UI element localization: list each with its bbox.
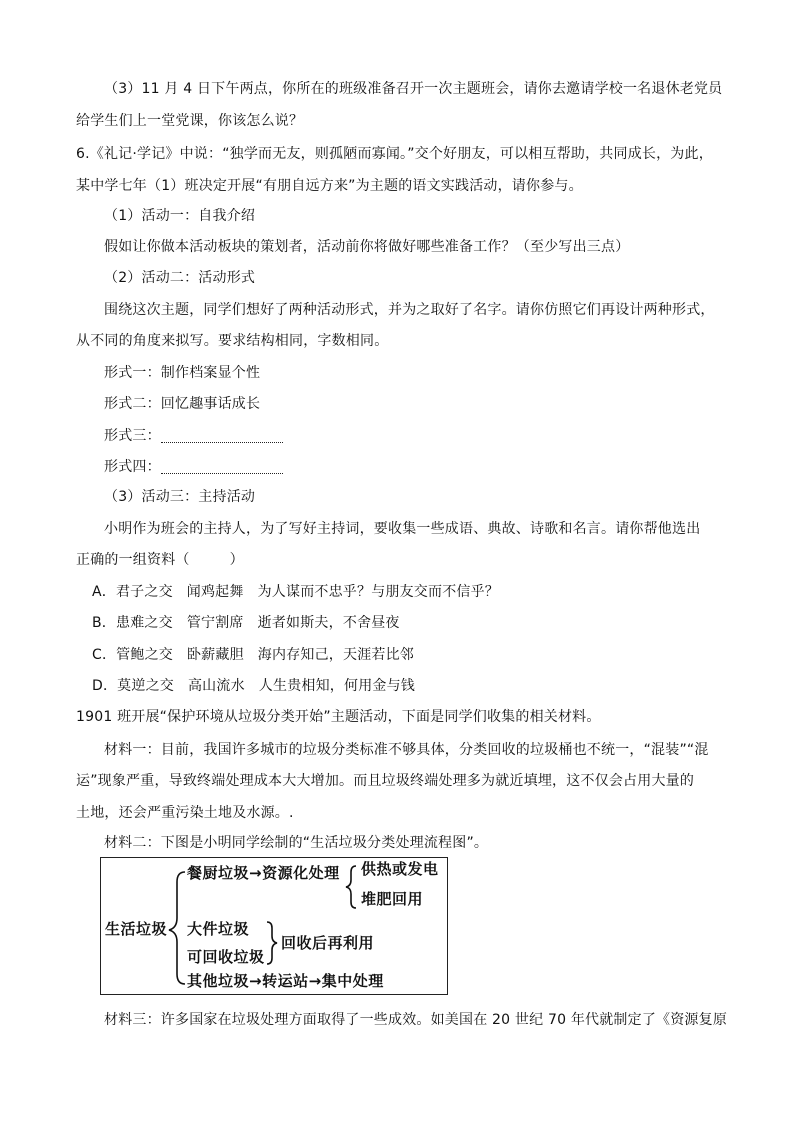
class-1901-intro: 1901 班开展“保护环境从垃圾分类开始”主题活动，下面是同学们收集的相关材料。 [76,709,601,725]
option-d-label: D．莫逆之交 [92,678,174,694]
flow-other-waste [187,972,384,990]
form-3-label: 形式三： [104,428,161,444]
option-b-item-2: 管宁割席 [186,615,244,631]
option-c-item-3: 海内存知己，天涯若比邻 [257,647,414,663]
option-d-item-2: 高山流水 [187,678,245,694]
form-3-blank[interactable] [161,426,283,443]
question-3-line-2: 给学生们上一堂党课，你该怎么说？ [76,113,304,129]
form-1: 形式一：制作档案显个性 [104,365,261,381]
flow-recyclable-waste: 可回收垃圾 [187,948,265,966]
form-4-blank[interactable] [161,457,283,474]
activity-3-question-line-2 [76,550,244,570]
option-d [92,676,415,696]
form-2: 形式二：回忆趣事话成长 [104,396,261,412]
flow-bulky-waste: 大件垃圾 [187,920,250,938]
flow-central-label: 集中处理 [321,972,384,990]
form-3 [104,426,283,446]
material-2-line: 材料二：下图是小明同学绘制的“生活垃圾分类处理流程图”。 [104,835,489,851]
flow-arrow-icon: → [249,864,263,882]
flow-compost: 堆肥回用 [361,890,424,908]
option-a [92,582,499,602]
garbage-flowchart [100,857,448,995]
option-a-item-2: 闻鸡起舞 [186,584,244,600]
option-b-label: B．患难之交 [92,615,173,631]
flow-resource-label: 资源化处理 [262,864,340,882]
form-4-label: 形式四： [104,459,161,475]
activity-2-question-line-2: 从不同的角度来拟写。要求结构相同，字数相同。 [76,333,389,349]
answer-paren-close: ） [229,552,244,568]
material-1-line-3: 土地，还会严重污染土地及水源。. [76,805,294,821]
option-c-label: C．管鲍之交 [92,647,173,663]
activity-2-question-line-1: 围绕这次主题，同学们想好了两种活动形式，并为之取好了名字。请你仿照它们再设计两种形式， [104,302,715,318]
activity-3-question-line-1: 小明作为班会的主持人，为了写好主持词，要收集一些成语、典故、诗歌和名言。请你帮他选出 [104,521,701,537]
activity-2-title: （2）活动二：活动形式 [104,270,256,286]
flow-arrow-icon: → [308,972,322,990]
flow-arrow-icon: → [249,972,263,990]
flow-other-label: 其他垃圾 [187,972,250,990]
option-b [92,613,400,633]
form-4 [104,457,283,477]
option-c-item-2: 卧薪藏胆 [186,647,244,663]
option-c [92,645,414,665]
option-a-item-3: 为人谋而不忠乎？与朋友交而不信乎？ [257,584,499,600]
flow-kitchen-waste [187,864,340,882]
flow-kitchen-label: 餐厨垃圾 [187,864,250,882]
flow-transfer-label: 转运站 [262,972,309,990]
material-1-line-2: 运”现象严重，导致终端处理成本大大增加。而且垃圾终端处理多为就近填埋，这不仅会占用大量的 [76,773,695,789]
activity-1-title: （1）活动一：自我介绍 [104,208,256,224]
flow-heat-power: 供热或发电 [361,860,439,878]
option-b-item-3: 逝者如斯夫，不舍昼夜 [257,615,400,631]
material-1-line-1: 材料一：目前，我国许多城市的垃圾分类标准不够具体，分类回收的垃圾桶也不统一，“混装”“混 [104,742,709,758]
activity-1-question: 假如让你做本活动板块的策划者，活动前你将做好哪些准备工作？（至少写出三点） [104,239,630,255]
answer-paren-open: 正确的一组资料（ [76,552,190,568]
option-a-label: A．君子之交 [92,584,173,600]
question-6-line-1: 6.《礼记·学记》中说：“独学而无友，则孤陋而寡闻。”交个好朋友，可以相互帮助，共同成长，为此， [76,146,713,162]
question-6-line-2: 某中学七年（1）班决定开展“有朋自远方来”为主题的语文实践活动，请你参与。 [76,178,583,194]
flow-root: 生活垃圾 [105,920,168,938]
activity-3-title: （3）活动三：主持活动 [104,489,256,505]
flow-reuse: 回收后再利用 [281,934,375,952]
option-d-item-3: 人生贵相知，何用金与钱 [258,678,415,694]
question-3-line-1: （3）11 月 4 日下午两点，你所在的班级准备召开一次主题班会，请你去邀请学校一名退休老党员 [104,81,723,97]
material-3-line: 材料三：许多国家在垃圾处理方面取得了一些成效。如美国在 20 世纪 70 年代就制定了《资源复原 [104,1012,728,1028]
